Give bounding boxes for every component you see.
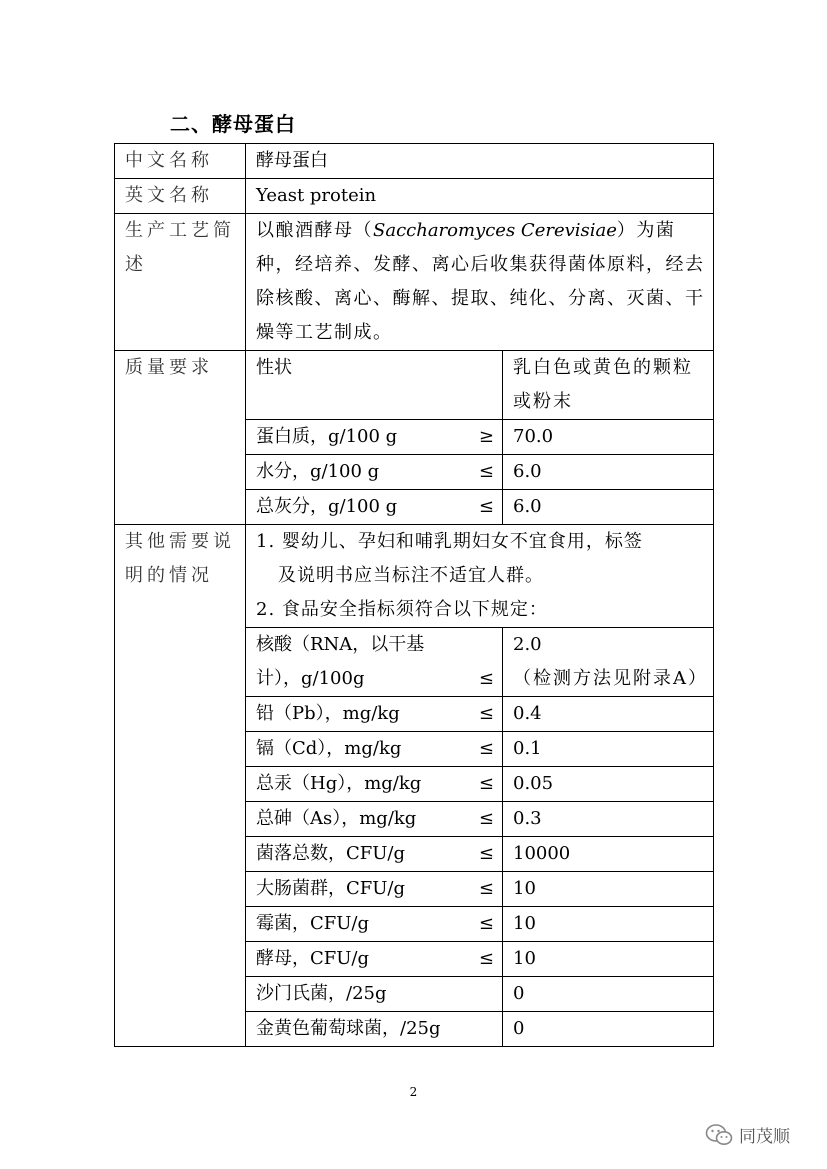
other-notes-row — [115, 525, 714, 628]
safety-item-cell — [246, 907, 503, 942]
safety-item-symbol: ≤ — [478, 878, 494, 899]
safety-item-value: 10 — [503, 907, 714, 942]
value-english-name: Yeast protein — [246, 179, 714, 214]
note-2: 2. 食品安全指标须符合以下规定： — [256, 599, 548, 620]
safety-item-cell — [246, 977, 503, 1012]
safety-item-value: 0 — [503, 977, 714, 1012]
safety-item-name: 菌落总数，CFU/g — [256, 843, 406, 864]
safety-item-name: 金黄色葡萄球菌，/25g — [256, 1018, 441, 1039]
safety-item-symbol: ≤ — [478, 808, 494, 829]
quality-item-value: 6.0 — [503, 490, 714, 525]
value-process — [246, 214, 714, 351]
safety-item-name: 核酸（RNA，以干基计），g/100g — [256, 634, 425, 689]
safety-item-symbol: ≤ — [478, 703, 494, 724]
quality-item-value: 6.0 — [503, 455, 714, 490]
process-text-post: ）为菌种，经培养、发酵、离心后收集获得菌体原料，经去除核酸、离心、酶解、提取、纯化、分离、灭菌、干燥等工艺制成。 — [256, 220, 705, 343]
spec-table — [114, 143, 714, 1047]
safety-item-value-note: （检测方法见附录A） — [513, 668, 708, 689]
safety-item-name: 大肠菌群，CFU/g — [256, 878, 406, 899]
safety-item-value: 10 — [503, 872, 714, 907]
safety-item-name: 镉（Cd），mg/kg — [256, 738, 402, 759]
safety-item-value: 0 — [503, 1012, 714, 1047]
watermark — [705, 1122, 790, 1147]
label-other: 其他需要说明的情况 — [115, 525, 246, 1047]
quality-item-symbol: ≤ — [478, 461, 494, 482]
safety-item-symbol: ≤ — [478, 738, 494, 759]
safety-item-name: 酵母，CFU/g — [256, 948, 370, 969]
note-1 — [256, 525, 705, 559]
safety-item-cell — [246, 628, 503, 697]
quality-item-cell — [246, 490, 503, 525]
safety-item-cell — [246, 767, 503, 802]
safety-item-value: 0.05 — [503, 767, 714, 802]
value-chinese-name: 酵母蛋白 — [246, 144, 714, 179]
quality-row — [115, 351, 714, 420]
label-english-name: 英文名称 — [115, 179, 246, 214]
row-process — [115, 214, 714, 351]
note-1-continued: 及说明书应当标注不适宜人群。 — [278, 565, 544, 586]
note-1-number: 1. — [256, 531, 276, 552]
safety-item-name: 铅（Pb），mg/kg — [256, 703, 400, 724]
quality-item-name: 水分，g/100 g — [256, 461, 380, 482]
process-latin-name: Saccharomyces Cerevisiae — [373, 220, 617, 241]
other-notes — [246, 525, 714, 628]
safety-item-name: 总汞（Hg），mg/kg — [256, 773, 422, 794]
safety-item-symbol: ≤ — [478, 668, 494, 689]
row-english-name — [115, 179, 714, 214]
safety-item-value: 0.3 — [503, 802, 714, 837]
safety-item-cell — [246, 697, 503, 732]
quality-item-cell — [246, 420, 503, 455]
quality-item-name: 总灰分，g/100 g — [256, 496, 398, 517]
quality-item-name: 蛋白质，g/100 g — [256, 426, 398, 447]
quality-item-symbol: ≤ — [478, 496, 494, 517]
quality-item-value: 70.0 — [503, 420, 714, 455]
safety-item-symbol: ≤ — [478, 913, 494, 934]
section-heading: 二、酵母蛋白 — [170, 112, 296, 136]
safety-item-cell — [246, 732, 503, 767]
safety-item-value-cell — [503, 628, 714, 697]
label-chinese-name: 中文名称 — [115, 144, 246, 179]
safety-item-cell — [246, 942, 503, 977]
watermark-text: 同茂顺 — [739, 1127, 790, 1147]
safety-item-value: 10000 — [503, 837, 714, 872]
safety-item-cell — [246, 802, 503, 837]
safety-item-symbol: ≤ — [478, 843, 494, 864]
row-chinese-name — [115, 144, 714, 179]
safety-item-name: 沙门氏菌，/25g — [256, 983, 387, 1004]
quality-item-value: 乳白色或黄色的颗粒或粉末 — [503, 351, 714, 420]
page-number: 2 — [409, 1085, 418, 1099]
safety-item-cell — [246, 1012, 503, 1047]
safety-item-name: 总砷（As），mg/kg — [256, 808, 417, 829]
safety-item-name: 霉菌，CFU/g — [256, 913, 370, 934]
label-process: 生产工艺简述 — [115, 214, 246, 351]
process-text-pre: 以酿酒酵母（ — [256, 220, 373, 241]
safety-item-value: 0.1 — [503, 732, 714, 767]
safety-item-cell — [246, 872, 503, 907]
quality-item-name: 性状 — [246, 351, 503, 420]
safety-item-cell — [246, 837, 503, 872]
safety-item-symbol: ≤ — [478, 773, 494, 794]
quality-item-symbol: ≥ — [478, 426, 494, 447]
safety-item-value: 0.4 — [503, 697, 714, 732]
safety-item-value: 2.0 — [513, 634, 542, 655]
safety-item-symbol: ≤ — [478, 948, 494, 969]
quality-item-cell — [246, 455, 503, 490]
wechat-icon — [705, 1123, 733, 1147]
note-1-text: 婴幼儿、孕妇和哺乳期妇女不宜食用，标签 — [281, 531, 643, 552]
safety-item-value: 10 — [503, 942, 714, 977]
label-quality: 质量要求 — [115, 351, 246, 525]
